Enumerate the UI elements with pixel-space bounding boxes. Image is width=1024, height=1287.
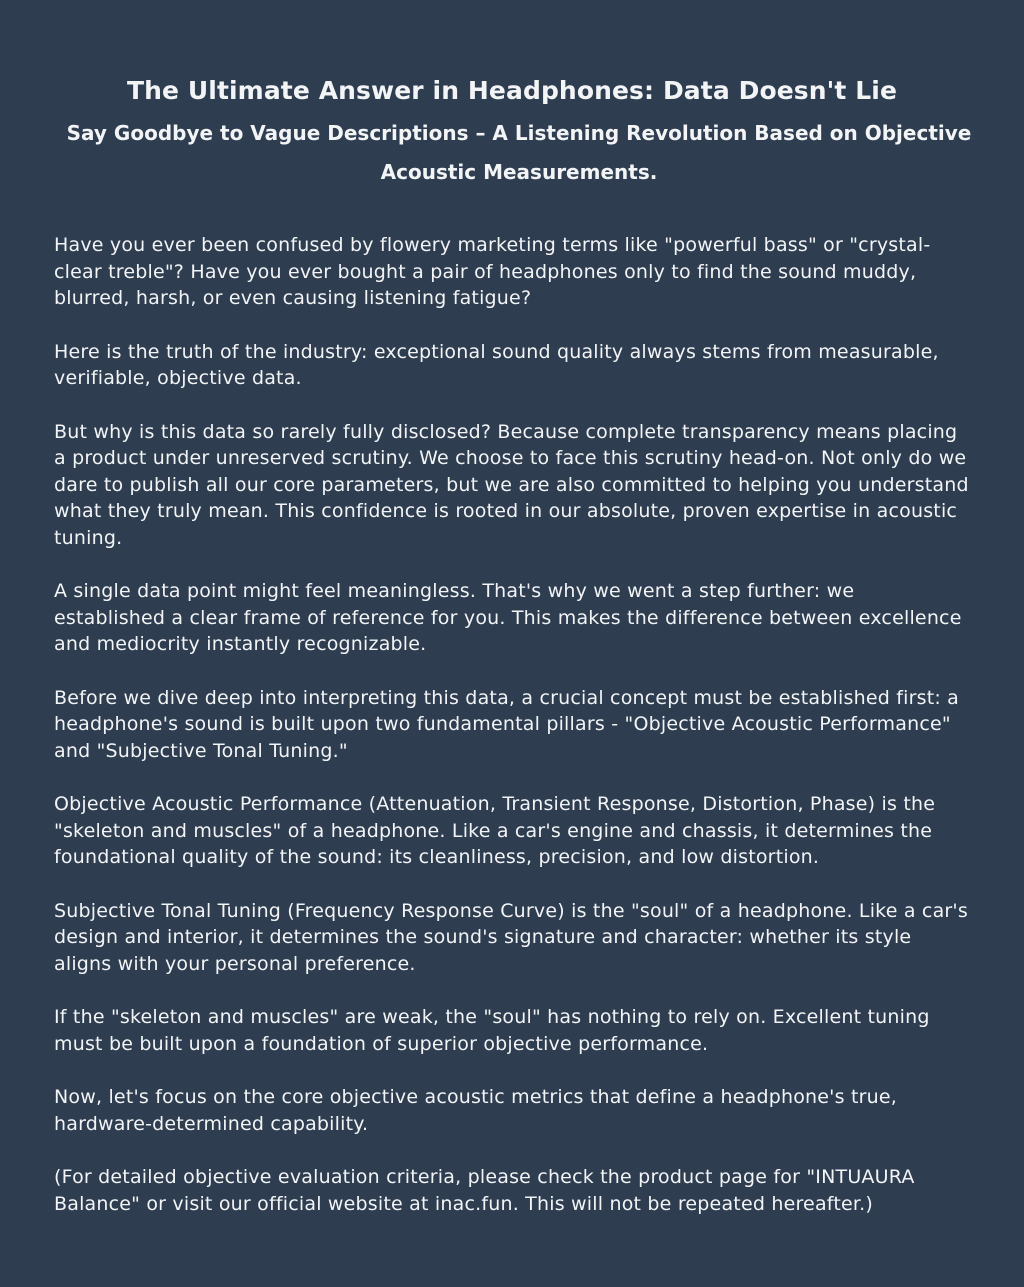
paragraph-reference-frame: A single data point might feel meaningless. That's why we went a step further: we established a clear frame of reference for you. This makes the difference between excellence and mediocrity instantly recognizable. (54, 580, 962, 655)
paragraph-subjective-tuning: Subjective Tonal Tuning (Frequency Response Curve) is the "soul" of a headphone. Like a car's design and interior, it determines the sound's signature and character: whether its style aligns with your personal preference. (54, 899, 968, 975)
paragraph-foundation: If the "skeleton and muscles" are weak, the "soul" has nothing to rely on. Excellent tuning must be built upon a foundation of superior objective performance. (54, 1006, 930, 1055)
paragraph-website-note: (For detailed objective evaluation criteria, please check the product page for "INTUAURA Balance" or visit our official website at inac.fun. This will not be repeated hereafter.) (54, 1166, 915, 1215)
article-body (54, 232, 970, 1217)
article-header (54, 74, 970, 192)
paragraph-two-pillars: Before we dive deep into interpreting this data, a crucial concept must be established first: a headphone's sound is built upon two fundamental pillars - "Objective Acoustic Performance" and "Subjective Tonal Tuning." (54, 686, 960, 762)
paragraph-transparency: But why is this data so rarely fully disclosed? Because complete transparency means placing a product under unreserved scrutiny. We choose to face this scrutiny head-on. Not only do we dare to publish all our core parameters, but we are also committed to helping you understand what they truly mean. This confidence is rooted in our absolute, proven expertise in acoustic tuning. (54, 420, 969, 549)
page-subtitle: Say Goodbye to Vague Descriptions – A Listening Revolution Based on Objective Acoustic Measurements. (66, 121, 972, 184)
paragraph-industry-truth: Here is the truth of the industry: exceptional sound quality always stems from measurable, verifiable, objective data. (54, 340, 939, 389)
paragraph-core-metrics: Now, let's focus on the core objective acoustic metrics that define a headphone's true, hardware-determined capability. (54, 1086, 897, 1135)
paragraph-objective-performance: Objective Acoustic Performance (Attenuation, Transient Response, Distortion, Phase) is the "skeleton and muscles" of a headphone. Like a car's engine and chassis, it determines the foundational quality of the sound: its cleanliness, precision, and low distortion. (54, 793, 936, 868)
paragraph-intro-question: Have you ever been confused by flowery marketing terms like "powerful bass" or "crystal-clear treble"? Have you ever bought a pair of headphones only to find the sound muddy, blurred, harsh, or even causing listening fatigue? (54, 234, 931, 309)
page-title: The Ultimate Answer in Headphones: Data Doesn't Lie (126, 76, 898, 105)
